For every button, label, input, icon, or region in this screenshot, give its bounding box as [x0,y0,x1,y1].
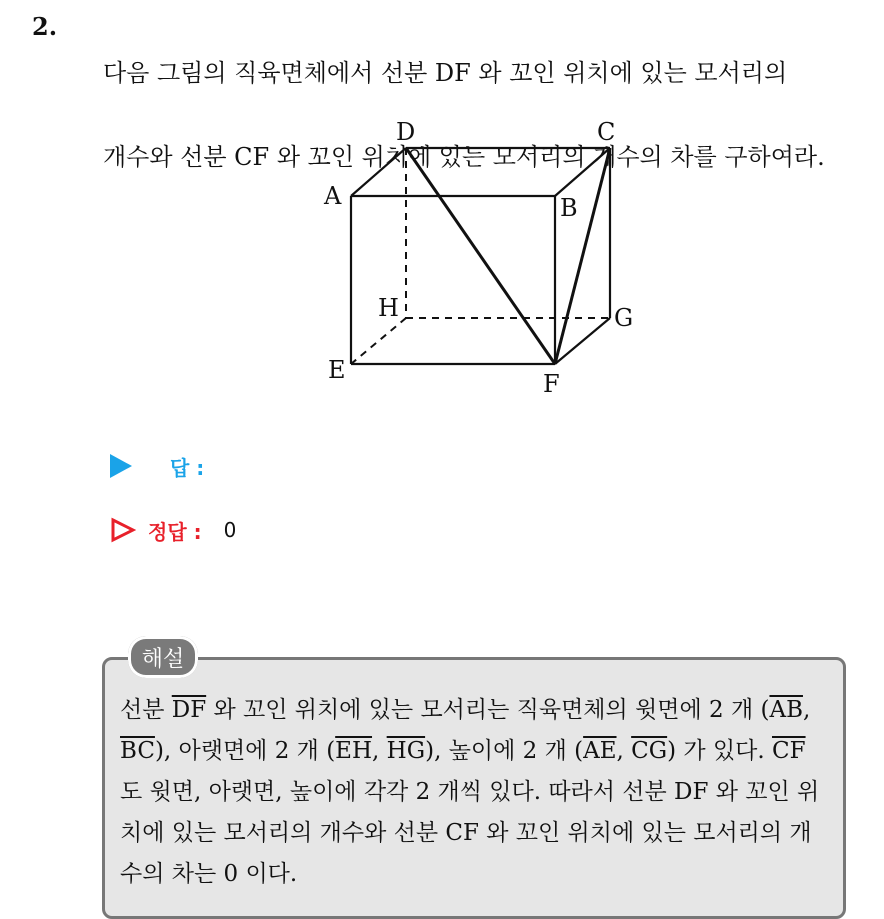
segment-cf [555,148,610,364]
sol-text-5: ) 가 있다. [667,738,772,764]
sol-text-2: 와 꼬인 위치에 있는 모서리는 직육면체의 윗면에 2 개 ( [206,697,770,723]
segment-df-label: $\overline{DF}$ [171,697,207,723]
question-text-line-2: 개수와 선분 CF 와 꼬인 위치에 있는 모서리의 개수의 차를 구하여라. [103,143,825,171]
segment-ab-label: $\overline{AB}$ [769,697,803,723]
diagonal-segments [406,148,610,364]
solution-tab: 해설 [128,636,198,678]
segment-ae-label: $\overline{AE}$ [583,738,617,764]
answer-row [110,448,226,484]
label-e: E [328,356,346,384]
cuboid-diagram [300,110,660,410]
solution-text [120,690,832,895]
play-arrow-icon [110,454,132,478]
correct-answer-value: 0 [223,518,237,542]
correct-answer-label: 정답 : [148,519,202,544]
sol-text-3: ), 아랫면에 2 개 ( [154,738,336,764]
segment-eh-label: $\overline{EH}$ [335,738,373,764]
label-a: A [324,182,342,210]
segment-bc-label: $\overline{BC}$ [120,738,155,764]
label-d: D [396,118,416,146]
segment-cg-label: $\overline{CG}$ [631,738,668,764]
label-b: B [560,194,578,222]
question-text-line-1: 다음 그림의 직육면체에서 선분 DF 와 꼬인 위치에 있는 모서리의 [103,59,788,87]
cuboid-figure [300,110,660,410]
segment-hg-label: $\overline{HG}$ [386,738,426,764]
sol-sep-3: , [616,738,632,764]
edge-cb [555,148,610,196]
outline-arrow-icon [110,517,136,543]
question-number: 2. [32,12,58,41]
sol-text-6: 도 윗면, 아랫면, 높이에 각각 2 개씩 있다. 따라서 선분 DF 와 꼬인 위치에 있는 모서리의 개수와 선분 CF 와 꼬인 위치에 있는 모서리의 개수의 차는 0 이다. [120,779,820,887]
correct-answer-row [110,512,236,548]
sol-sep-1: , [802,697,811,723]
sol-text-1: 선분 [120,697,172,723]
edge-he [351,318,406,364]
label-f: F [543,370,560,398]
segment-df [406,148,555,364]
segment-cf-label: $\overline{CF}$ [772,738,806,764]
edge-ad [351,148,406,196]
answer-label: 답 : [170,455,205,480]
label-h: H [378,294,399,322]
sol-sep-2: , [372,738,387,764]
label-c: C [597,118,616,146]
edge-gf [555,318,610,364]
label-g: G [614,304,634,332]
sol-text-4: ), 높이에 2 개 ( [425,738,584,764]
